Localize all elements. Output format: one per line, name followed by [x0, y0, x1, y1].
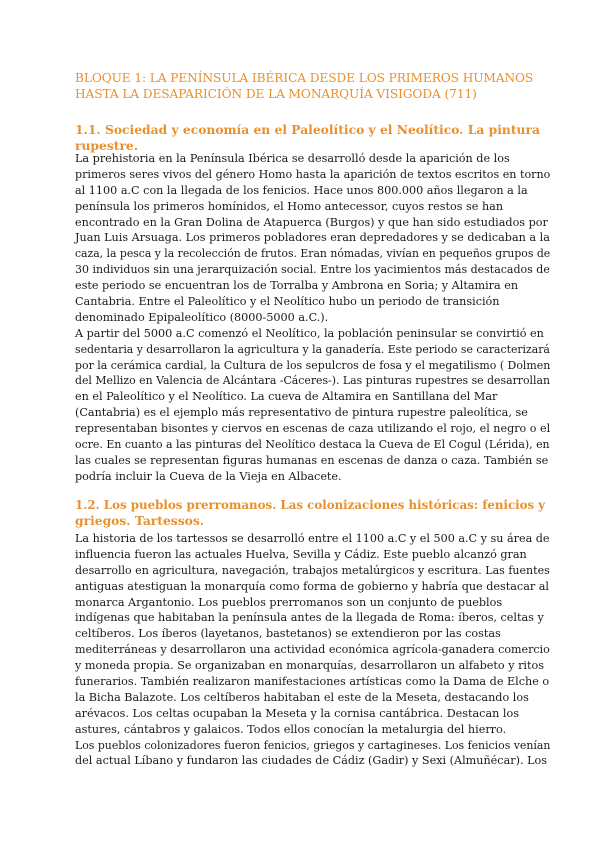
section-heading-line: rupestre.	[75, 137, 139, 153]
body-line: monarca Argantonio. Los pueblos prerromanos son un conjunto de pueblos	[75, 595, 503, 609]
body-line: podría incluir la Cueva de la Vieja en Albacete.	[75, 469, 342, 483]
body-line: influencia fueron las actuales Huelva, Sevilla y Cádiz. Este pueblo alcanzó gran	[75, 547, 527, 561]
body-line: primeros seres vivos del género Homo hasta la aparición de textos escritos en torno	[75, 167, 551, 181]
body-line: antiguas atestiguan la monarquía como forma de gobierno y habría que destacar al	[75, 579, 550, 593]
body-line: y moneda propia. Se organizaban en monarquías, desarrollaron un alfabeto y ritos	[75, 659, 544, 673]
section-heading-line: 1.1. Sociedad y economía en el Paleolítico y el Neolítico. La pintura	[75, 122, 540, 137]
section-2-body	[75, 531, 550, 769]
body-line: del Mellizo en Valencia de Alcántara -Cáceres-). Las pinturas rupestres se desarrollan	[75, 374, 551, 388]
body-line: Juan Luis Arsuaga. Los primeros pobladores eran depredadores y se dedicaban a la	[75, 231, 550, 245]
body-line: representaban bisontes y ciervos en escenas de caza utilizando el rojo, el negro o el	[75, 422, 551, 436]
block-title-line: BLOQUE 1: LA PENÍNSULA IBÉRICA DESDE LOS PRIMEROS HUMANOS	[75, 71, 534, 85]
body-line: 30 individuos sin una jerarquización social. Entre los yacimientos más destacados de	[75, 263, 550, 277]
body-line: por la cerámica cardial, la Cultura de los sepulcros de fosa y el megatilismo ( Dolmen	[75, 358, 551, 372]
body-line: desarrollo en agricultura, navegación, trabajos metalúrgicos y escritura. Las fuentes	[75, 563, 550, 577]
body-line: denominado Epipaleolítico (8000-5000 a.C.).	[75, 310, 329, 324]
section-2-heading	[75, 497, 545, 529]
body-line: ocre. En cuanto a las pinturas del Neolítico destaca la Cueva de El Cogul (Lérida), en	[75, 438, 550, 452]
body-line: la Bicha Balazote. Los celtíberos habitaban el este de la Meseta, destacando los	[75, 690, 529, 704]
body-line: Los pueblos colonizadores fueron fenicios, griegos y cartagineses. Los fenicios venían	[75, 738, 551, 752]
body-line: indígenas que habitaban la península antes de la llegada de Roma: íberos, celtas y	[75, 611, 544, 625]
body-line: funerarios. También realizaron manifestaciones artísticas como la Dama de Elche o	[75, 675, 550, 689]
body-line: La historia de los tartessos se desarrolló entre el 1100 a.C y el 500 a.C y su área de	[75, 532, 550, 545]
body-line: del actual Líbano y fundaron las ciudades de Cádiz (Gadir) y Sexi (Almuñécar). Los	[75, 754, 547, 768]
section-1-heading	[75, 122, 545, 154]
body-line: astures, cántabros y galaicos. Todos ellos conocían la metalurgia del hierro.	[75, 722, 507, 736]
body-line: este periodo se encuentran los de Torralba y Ambrona en Soria; y Altamira en	[75, 279, 519, 293]
body-line: La prehistoria en la Península Ibérica se desarrolló desde la aparición de los	[75, 152, 510, 165]
body-line: (Cantabria) es el ejemplo más representativo de pintura rupestre paleolítica, se	[75, 406, 528, 420]
section-1-body	[75, 151, 550, 485]
body-line: península los primeros homínidos, el Homo antecessor, cuyos restos se han	[75, 199, 504, 213]
body-line: caza, la pesca y la recolección de frutos. Eran nómadas, vivían en pequeños grupos de	[75, 247, 551, 261]
body-line: celtíberos. Los íberos (layetanos, bastetanos) se extendieron por las costas	[75, 627, 501, 641]
body-line: las cuales se representan figuras humanas en escenas de danza o caza. También se	[75, 453, 549, 467]
body-line: arévacos. Los celtas ocupaban la Meseta y la cornisa cantábrica. Destacan los	[75, 706, 519, 720]
body-line: sedentaria y desarrollaron la agricultura y la ganadería. Este periodo se caracterizará	[75, 342, 550, 356]
body-line: en el Paleolítico y el Neolítico. La cueva de Altamira en Santillana del Mar	[75, 390, 498, 404]
block-title	[75, 71, 535, 103]
body-line: encontrado en la Gran Dolina de Atapuerca (Burgos) y que han sido estudiados por	[75, 215, 548, 229]
body-line: A partir del 5000 a.C comenzó el Neolítico, la población peninsular se convirtió en	[75, 326, 544, 340]
section-heading-line: 1.2. Los pueblos prerromanos. Las colonizaciones históricas: fenicios y	[75, 497, 546, 512]
section-heading-line: griegos. Tartessos.	[75, 512, 205, 528]
body-line: mediterráneas y desarrollaron una actividad económica agrícola-ganadera comercio	[75, 643, 550, 657]
body-line: al 1100 a.C con la llegada de los fenicios. Hace unos 800.000 años llegaron a la	[75, 183, 528, 197]
block-title-line: HASTA LA DESAPARICIÓN DE LA MONARQUÍA VISIGODA (711)	[75, 86, 477, 101]
body-line: Cantabria. Entre el Paleolítico y el Neolítico hubo un periodo de transición	[75, 295, 500, 309]
